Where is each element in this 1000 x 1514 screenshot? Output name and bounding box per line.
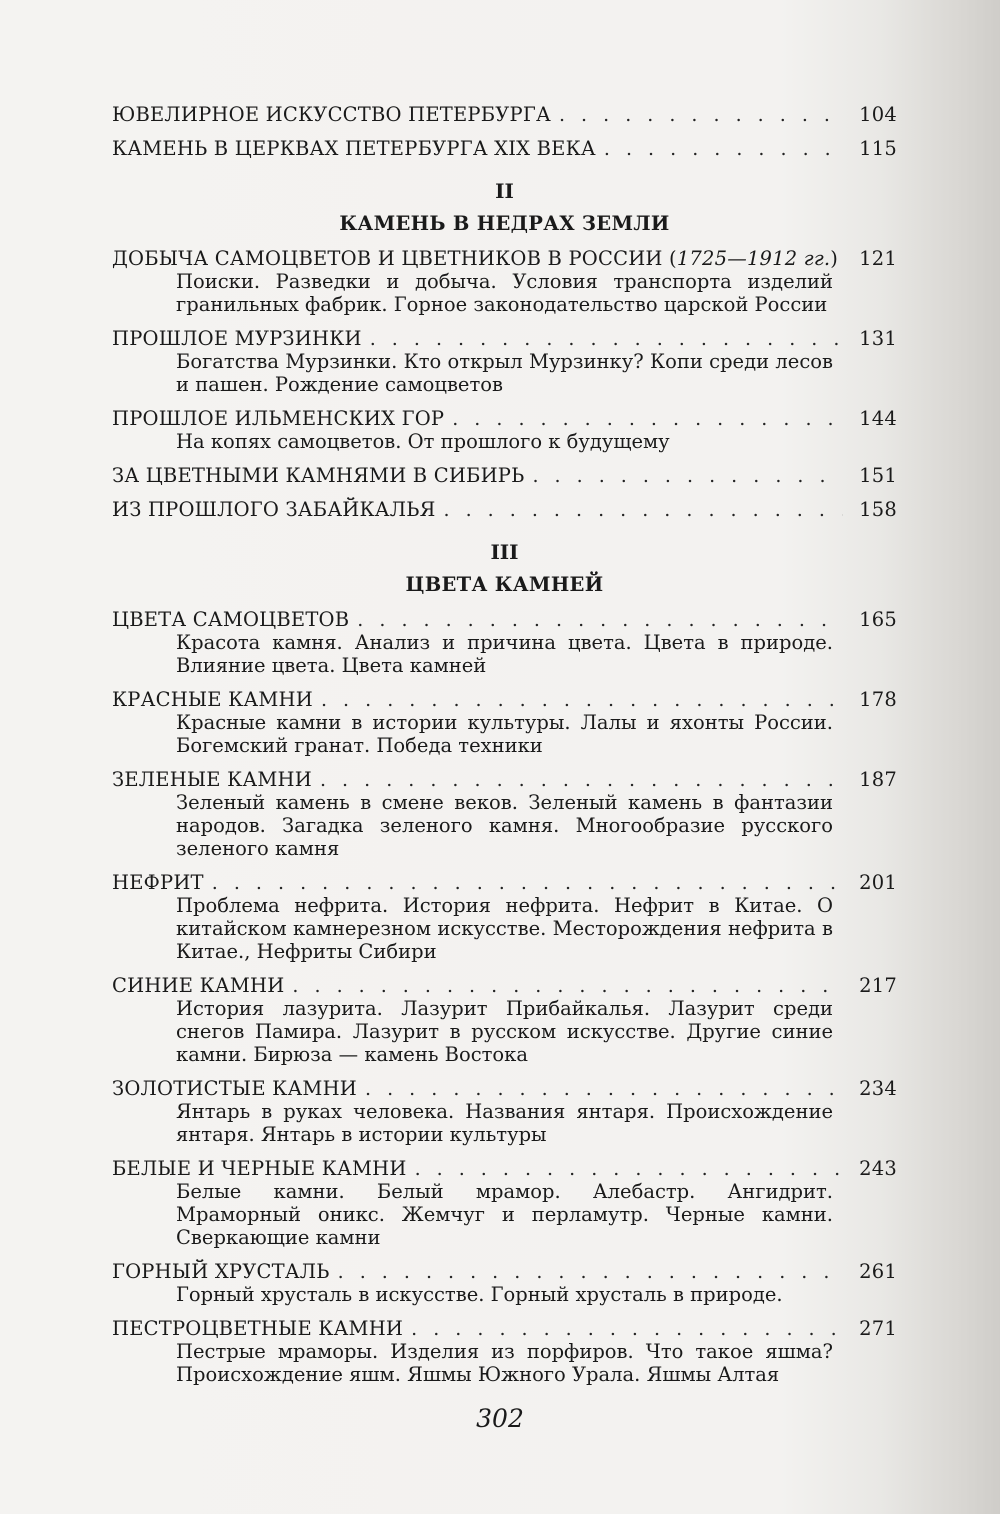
entry-title: СИНИЕ КАМНИ [112, 974, 285, 997]
entry-page: 234 [859, 1077, 897, 1100]
entry-description: Красота камня. Анализ и причина цвета. Цвета в природе. Влияние цвета. Цвета камней [176, 631, 833, 677]
toc-entry [112, 1255, 897, 1306]
entry-description: Поиски. Разведки и добыча. Условия транспорта изделий гранильных фабрик. Горное законодательство царской России [176, 270, 833, 316]
toc-entry [112, 98, 897, 132]
entry-title: ДОБЫЧА САМОЦВЕТОВ И ЦВЕТНИКОВ В РОССИИ (1725—1912 гг.) [112, 247, 839, 270]
entry-page: 217 [859, 974, 897, 997]
entry-page: 243 [859, 1157, 897, 1180]
entry-title: ПРОШЛОЕ ИЛЬМЕНСКИХ ГОР [112, 407, 445, 430]
toc-entry [112, 459, 897, 493]
section-heading [112, 537, 897, 603]
toc-entry [112, 1312, 897, 1386]
entry-description: На копях самоцветов. От прошлого к будущему [176, 430, 670, 453]
toc-entry [112, 242, 897, 316]
entry-title: ЗА ЦВЕТНЫМИ КАМНЯМИ В СИБИРЬ [112, 464, 525, 487]
dot-leader [532, 459, 843, 493]
entry-page: 187 [859, 768, 897, 791]
entry-description: Янтарь в руках человека. Названия янтаря. Происхождение янтаря. Янтарь в истории культуры [176, 1100, 833, 1146]
section-title: ЦВЕТА КАМНЕЙ [405, 573, 604, 596]
page-number: 302 [476, 1404, 524, 1433]
section-title: КАМЕНЬ В НЕДРАХ ЗЕМЛИ [339, 212, 670, 235]
entry-page: 261 [859, 1260, 897, 1283]
toc-entry [112, 322, 897, 396]
toc-entry [112, 402, 897, 453]
toc-entry [112, 603, 897, 677]
toc-entry [112, 1152, 897, 1249]
entry-page: 201 [859, 871, 897, 894]
entry-description: Горный хрусталь в искусстве. Горный хрусталь в природе. [176, 1283, 783, 1306]
entry-title: ЮВЕЛИРНОЕ ИСКУССТВО ПЕТЕРБУРГА [112, 103, 551, 126]
entry-page: 104 [859, 103, 897, 126]
entry-description: Проблема нефрита. История нефрита. Нефрит в Китае. О китайском камнерезном искусстве. Месторождения нефрита в Китае., Нефриты Сибири [176, 894, 833, 963]
entry-page: 131 [859, 327, 897, 350]
entry-page: 178 [859, 688, 897, 711]
section-number: III [490, 540, 519, 564]
entry-title: НЕФРИТ [112, 871, 204, 894]
entry-description: Богатства Мурзинки. Кто открыл Мурзинку? Копи среди лесов и пашен. Рождение самоцветов [176, 350, 833, 396]
section-heading [112, 176, 897, 242]
entry-page: 165 [859, 608, 897, 631]
entry-title: БЕЛЫЕ И ЧЕРНЫЕ КАМНИ [112, 1157, 407, 1180]
entry-page: 158 [859, 498, 897, 521]
entry-title: ПЕСТРОЦВЕТНЫЕ КАМНИ [112, 1317, 404, 1340]
toc-entry [112, 683, 897, 757]
section-number: II [495, 179, 514, 203]
entry-page: 151 [859, 464, 897, 487]
entry-page: 121 [859, 247, 897, 270]
toc-entry [112, 132, 897, 166]
toc-entry [112, 866, 897, 963]
toc-entry [112, 1072, 897, 1146]
entry-title: ЦВЕТА САМОЦВЕТОВ [112, 608, 350, 631]
toc-entry [112, 763, 897, 860]
toc-entry [112, 493, 897, 527]
entry-description: Белые камни. Белый мрамор. Алебастр. Ангидрит. Мраморный оникс. Жемчуг и перламутр. Черные камни. Сверкающие камни [176, 1180, 833, 1249]
dot-leader [604, 132, 843, 166]
entry-title: КРАСНЫЕ КАМНИ [112, 688, 313, 711]
entry-title: ЗОЛОТИСТЫЕ КАМНИ [112, 1077, 357, 1100]
toc-entry [112, 969, 897, 1066]
entry-title: ГОРНЫЙ ХРУСТАЛЬ [112, 1260, 330, 1283]
table-of-contents [112, 98, 897, 1392]
entry-description: Красные камни в истории культуры. Лалы и яхонты России. Богемский гранат. Победа техники [176, 711, 833, 757]
entry-page: 144 [859, 407, 897, 430]
entry-description: Зеленый камень в смене веков. Зеленый камень в фантазии народов. Загадка зеленого камня. Многообразие русского зеленого камня [176, 791, 833, 860]
entry-title: ИЗ ПРОШЛОГО ЗАБАЙКАЛЬЯ [112, 498, 436, 521]
entry-description: История лазурита. Лазурит Прибайкалья. Лазурит среди снегов Памира. Лазурит в русском искусстве. Другие синие камни. Бирюза — камень Востока [176, 997, 833, 1066]
entry-page: 271 [859, 1317, 897, 1340]
entry-description: Пестрые мраморы. Изделия из порфиров. Что такое яшма? Происхождение яшм. Яшмы Южного Урала. Яшмы Алтая [176, 1340, 833, 1386]
dot-leader [444, 493, 843, 527]
entry-page: 115 [859, 137, 897, 160]
entry-title: ЗЕЛЕНЫЕ КАМНИ [112, 768, 312, 791]
dot-leader [559, 98, 843, 132]
entry-title: ПРОШЛОЕ МУРЗИНКИ [112, 327, 362, 350]
entry-title: КАМЕНЬ В ЦЕРКВАХ ПЕТЕРБУРГА XIX ВЕКА [112, 137, 596, 160]
